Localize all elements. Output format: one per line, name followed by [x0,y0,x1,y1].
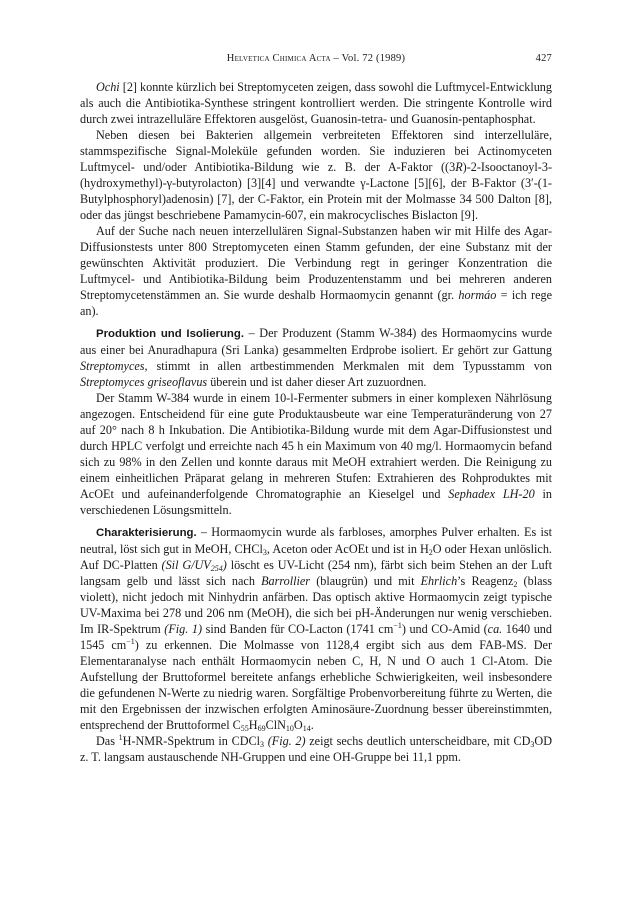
paragraph-text: ) zu erkennen. Die Molmasse von 1128,4 ergibt sich aus dem FAB-MS. Der Elementaranalyse nach enthält Hormaomycin neben C, H, N und O auch 1 Cl-Atom. Die Aufstellung der Bruttoformel bereitete anfangs erhebliche Schwierigkeiten, weil insbesondere die gefundenen N-Werte zu niedrig waren. Sorgfältige Probenvorbereitung führte zu Werten, die mit den Ergebnissen der inzwischen erfolgten Aminosäure-Zuordnung besser übereinstimmten, entsprechend der Bruttoformel C [80,638,552,732]
paragraph-text: = ich rege an). [80,288,552,318]
paragraph-text: , Aceton oder AcOEt und ist in H [266,542,429,556]
superscript: −1 [393,621,402,630]
paragraph-text: [2] konnte kürzlich bei Streptomyceten zeigen, dass sowohl die Luftmycel-Entwicklung als auch die Antibiotika-Synthese stringent kontrolliert werden. Die stringente Kontrolle wird durch zwei intrazelluläre Effektoren ausgelöst, Guanosin-tetra- und Guanosin-pentaphosphat. [80,80,552,126]
paragraph-text: Neben diesen bei Bakterien allgemein verbreiteten Effektoren sind interzelluläre, stammspezifische Signal-Moleküle gefunden worden. Sie induzieren bei Actinomyceten Luftmycel- und/oder Antibiotika-Bildung wie z. B. der A-Faktor ((3 [80,128,552,174]
paragraph-text: (blaugrün) und mit [310,574,421,588]
page [80,50,552,765]
superscript: −1 [126,637,135,646]
figure-reference: (Fig. 2) [267,734,306,748]
paragraph-text: sind Banden für CO-Lacton (1741 cm [202,622,394,636]
paragraph-text: (blass violett), nicht jedoch mit Ninhydrin anfärben. Das optisch aktive Hormaomycin zeigt typische UV-Maxima bei 278 und 206 nm (MeOH), die sich bei pH-Änderungen nur wenig verschieben. Im IR-Spektrum [80,574,552,636]
paragraph-text: ) und CO-Amid ( [401,622,488,636]
paragraph-text: Auf der Suche nach neuen interzellulären Signal-Substanzen haben wir mit Hilfe des Agar-Diffusionstests unter 800 Streptomyceten einen Stamm gefunden, der eine Substanz mit der gewünschten Aktivität produziert. Die Verbindung regt in geringer Konzentration die Luftmycel- und Antibiotika-Bildung beim Produzentenstamm und bei mehreren anderen Streptomycetenstämmen an. Sie wurde deshalb Hormaomycin genannt (gr. [80,224,552,302]
subscript: 14 [302,724,311,733]
formula-element: ClN [265,718,286,732]
subscript: 10 [285,724,294,733]
paragraph-text: . [310,718,314,732]
subscript: 3 [530,740,535,749]
greek-term: hormáo [458,288,497,302]
running-header [80,50,552,68]
paragraph-fermentation [80,390,552,518]
paragraph-text: löscht es UV-Licht (254 nm), färbt sich beim Stehen an der Luft langsam gelb und lässt sich nach [80,558,552,588]
paragraph-3 [80,223,552,319]
section-heading-characterization: Charakterisierung. [96,527,197,539]
subscript: 55 [240,724,249,733]
stereo-descriptor: R [455,160,463,174]
journal-reference: Helvetica Chimica Acta – Vol. 72 (1989) [226,53,406,64]
subscript: 254 [210,564,223,573]
paragraph-text: ’s Reagenz [457,574,514,588]
section-heading-production: Produktion und Isolierung. [96,328,245,340]
paragraph-text: überein und ist daher dieser Art zuzuordnen. [207,375,427,389]
paragraph-text: )-2-Isooctanoyl-3-(hydroxymethyl)-γ-butyrolacton) [3][4] und verwandte γ-Lactone [5][6], der B-Faktor (3′-(1-Butylphosphoryl)adenosin) [7], der C-Faktor, ein Protein mit der Molmasse 34 500 Dalton [8], oder das jüngst beschriebene Pamamycin-607, ein makrocyclisches Bislacton [9]. [80,160,552,222]
paragraph-text: zeigt sechs deutlich unterscheidbare, mit CD [305,734,531,748]
journal-name: Helvetica Chimica Acta [226,53,331,64]
subscript: 2 [513,580,518,589]
author-name: Ochi [96,80,120,94]
paragraph-text: 1640 und 1545 cm [80,622,552,652]
sephadex-term: Sephadex LH-20 [448,487,535,501]
paragraph-text: – Hormaomycin wurde als farbloses, amorphes Pulver erhalten. Es ist neutral, löst sich gut in MeOH, CHCl [80,525,552,556]
paragraph-nmr [80,733,552,765]
paragraph-2 [80,127,552,223]
subscript: 3 [262,548,267,557]
tlc-plate-text: (Sil G/UV [161,558,211,572]
formula-element: H [248,718,258,732]
page-number: 427 [535,53,552,64]
tlc-plate-term [162,558,227,572]
journal-volume: Vol. 72 (1989) [341,53,406,64]
subscript: 69 [257,724,266,733]
paragraph-text: H-NMR-Spektrum in CDCl [122,734,261,748]
paragraph-text: Das [96,734,119,748]
species-name: Streptomyces griseoflavus [80,375,208,389]
subscript: 2 [428,548,433,557]
tlc-plate-text: ) [222,558,227,572]
paragraph-production [80,325,552,390]
paragraph-text: – Der Produzent (Stamm W-384) des Hormaomycins wurde aus einer bei Anuradhapura (Sri Lanka) gesammelten Erdprobe isoliert. Er gehört zur Gattung [80,326,552,357]
paragraph-text: in verschiedenen Lösungsmitteln. [80,487,552,517]
paragraph-text: Der Stamm W-384 wurde in einem 10-l-Fermenter submers in einer komplexen Nährlösung angezogen. Entscheidend für eine gute Produktausbeute war eine Temperaturänderung von 27 auf 20° nach 8 h Inkubation. Die Antibiotika-Bildung wurde mit dem Agar-Diffusionstest und durch HPLC verfolgt und erreichte nach 45 h ein Maximum von 40 mg/l. Hormaomycin befand sich zu 98% in den Zellen und konnte daraus mit MeOH extrahiert werden. Die Reinigung zu einem einheitlichen Präparat gelang in mehreren Stufen: Extrahieren des Rohproduktes mit AcOEt und aufeinanderfolgende Chromatographie an Kieselgel und [80,391,552,501]
paragraph-characterization [80,524,552,733]
reagent-name: Barrollier [261,574,311,588]
paragraph-text: stimmt in allen artbestimmenden Merkmalen mit dem Typusstamm von [147,359,552,373]
subscript: 3 [260,740,265,749]
superscript: 1 [118,733,123,742]
reagent-name: Ehrlich [420,574,458,588]
formula-element: O [293,718,303,732]
abbreviation: ca. [487,622,503,636]
paragraph-text: OD z. T. langsam austauschende NH-Gruppen und eine OH-Gruppe bei 11,1 ppm. [80,734,552,764]
figure-reference: (Fig. 1) [164,622,203,636]
paragraph-text: O oder Hexan unlöslich. Auf DC-Platten [80,542,552,572]
article-body [80,79,552,765]
genus-name: Streptomyces, [80,359,148,373]
paragraph-1 [80,79,552,127]
